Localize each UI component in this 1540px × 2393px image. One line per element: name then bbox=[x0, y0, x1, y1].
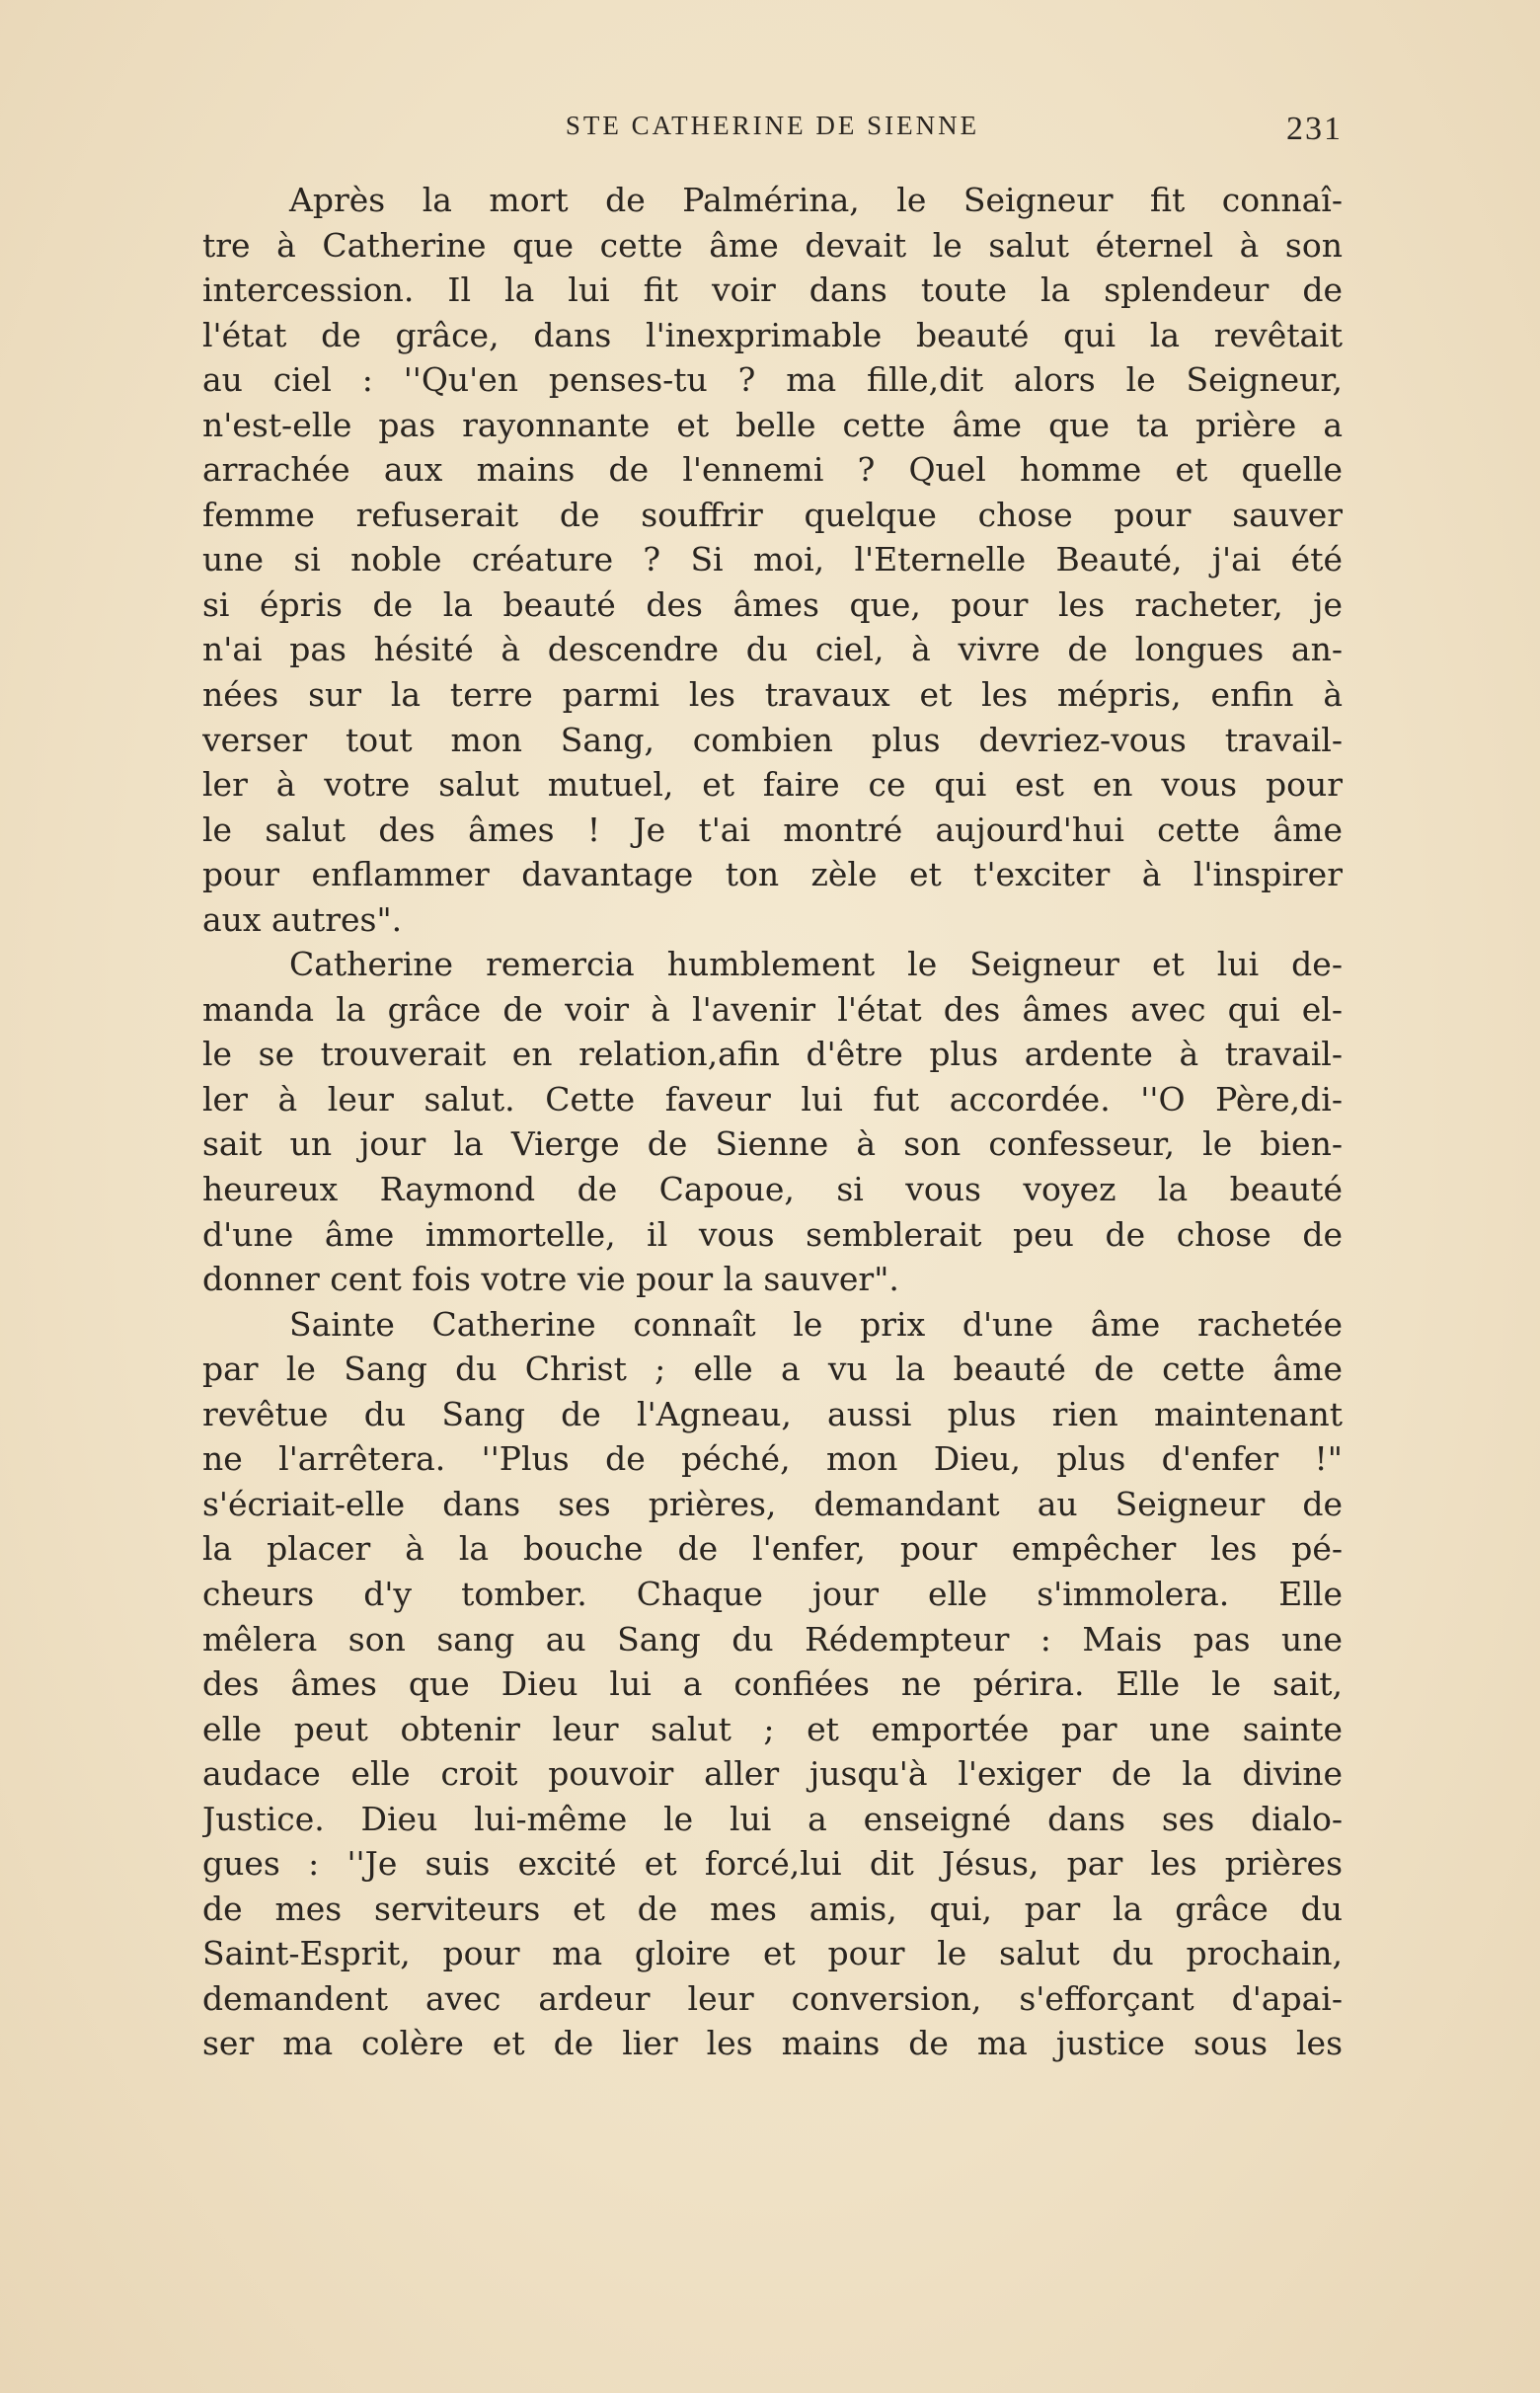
body-text bbox=[202, 178, 1343, 2066]
text-line: revêtue du Sang de l'Agneau, aussi plus rien maintenant bbox=[202, 1394, 1343, 1433]
text-line: des âmes que Dieu lui a confiées ne périra. Elle le sait, bbox=[202, 1664, 1343, 1704]
text-line: manda la grâce de voir à l'avenir l'état des âmes avec qui el- bbox=[202, 989, 1343, 1029]
text-line: n'est-elle pas rayonnante et belle cette âme que ta prière a bbox=[202, 405, 1343, 444]
text-line: Sainte Catherine connaît le prix d'une âme rachetée bbox=[289, 1304, 1343, 1344]
text-line: s'écriait-elle dans ses prières, demandant au Seigneur de bbox=[202, 1484, 1343, 1523]
text-line: si épris de la beauté des âmes que, pour les racheter, je bbox=[202, 584, 1343, 624]
text-line: l'état de grâce, dans l'inexprimable beauté qui la revêtait bbox=[202, 315, 1343, 354]
page-number: 231 bbox=[1286, 111, 1343, 147]
text-line: par le Sang du Christ ; elle a vu la beauté de cette âme bbox=[202, 1350, 1343, 1389]
text-line: Justice. Dieu lui-même le lui a enseigné dans ses dialo- bbox=[202, 1799, 1343, 1838]
text-line: Catherine remercia humblement le Seigneur et lui de- bbox=[289, 945, 1343, 984]
text-line: une si noble créature ? Si moi, l'Eternelle Beauté, j'ai été bbox=[202, 540, 1343, 579]
text-line: ser ma colère et de lier les mains de ma justice sous les bbox=[202, 2024, 1343, 2063]
running-title: STE CATHERINE DE SIENNE bbox=[565, 111, 980, 140]
text-line: n'ai pas hésité à descendre du ciel, à vivre de longues an- bbox=[202, 630, 1343, 669]
text-line: ler à leur salut. Cette faveur lui fut accordée. ''O Père,di- bbox=[202, 1079, 1343, 1119]
text-line: Saint-Esprit, pour ma gloire et pour le salut du prochain, bbox=[202, 1934, 1343, 1973]
text-line: Après la mort de Palmérina, le Seigneur fit connaî- bbox=[289, 181, 1343, 219]
text-line: le salut des âmes ! Je t'ai montré aujourd'hui cette âme bbox=[202, 810, 1343, 849]
text-line: sait un jour la Vierge de Sienne à son confesseur, le bien- bbox=[202, 1124, 1343, 1164]
text-line: pour enflammer davantage ton zèle et t'exciter à l'inspirer bbox=[202, 855, 1343, 894]
text-line: ne l'arrêtera. ''Plus de péché, mon Dieu, plus d'enfer !" bbox=[202, 1439, 1343, 1479]
text-line: femme refuserait de souffrir quelque chose pour sauver bbox=[202, 495, 1343, 534]
text-line: arrachée aux mains de l'ennemi ? Quel homme et quelle bbox=[202, 450, 1343, 490]
text-line: mêlera son sang au Sang du Rédempteur : Mais pas une bbox=[202, 1619, 1343, 1659]
text-line: nées sur la terre parmi les travaux et les mépris, enfin à bbox=[202, 675, 1343, 715]
text-line: le se trouverait en relation,afin d'être plus ardente à travail- bbox=[202, 1035, 1343, 1074]
text-line: heureux Raymond de Capoue, si vous voyez la beauté bbox=[202, 1170, 1343, 1209]
text-line: tre à Catherine que cette âme devait le salut éternel à son bbox=[202, 225, 1343, 265]
text-line: de mes serviteurs et de mes amis, qui, par la grâce du bbox=[202, 1889, 1343, 1928]
text-line: cheurs d'y tomber. Chaque jour elle s'immolera. Elle bbox=[202, 1574, 1343, 1613]
page-header bbox=[202, 111, 1343, 160]
text-line: intercession. Il la lui fit voir dans toute la splendeur de bbox=[202, 270, 1343, 310]
text-line: d'une âme immortelle, il vous semblerait peu de chose de bbox=[202, 1214, 1343, 1254]
text-line: donner cent fois votre vie pour la sauver". bbox=[202, 1260, 899, 1299]
text-line: la placer à la bouche de l'enfer, pour empêcher les pé- bbox=[202, 1529, 1343, 1569]
text-line: elle peut obtenir leur salut ; et emportée par une sainte bbox=[202, 1709, 1343, 1748]
text-line: ler à votre salut mutuel, et faire ce qui est en vous pour bbox=[202, 765, 1343, 805]
text-line: verser tout mon Sang, combien plus devriez-vous travail- bbox=[202, 720, 1343, 759]
text-line: au ciel : ''Qu'en penses-tu ? ma fille,dit alors le Seigneur, bbox=[202, 360, 1343, 400]
text-line: aux autres". bbox=[202, 899, 403, 939]
text-line: gues : ''Je suis excité et forcé,lui dit Jésus, par les prières bbox=[202, 1844, 1343, 1884]
text-line: demandent avec ardeur leur conversion, s'efforçant d'apai- bbox=[202, 1978, 1343, 2018]
text-line: audace elle croit pouvoir aller jusqu'à l'exiger de la divine bbox=[202, 1754, 1343, 1794]
